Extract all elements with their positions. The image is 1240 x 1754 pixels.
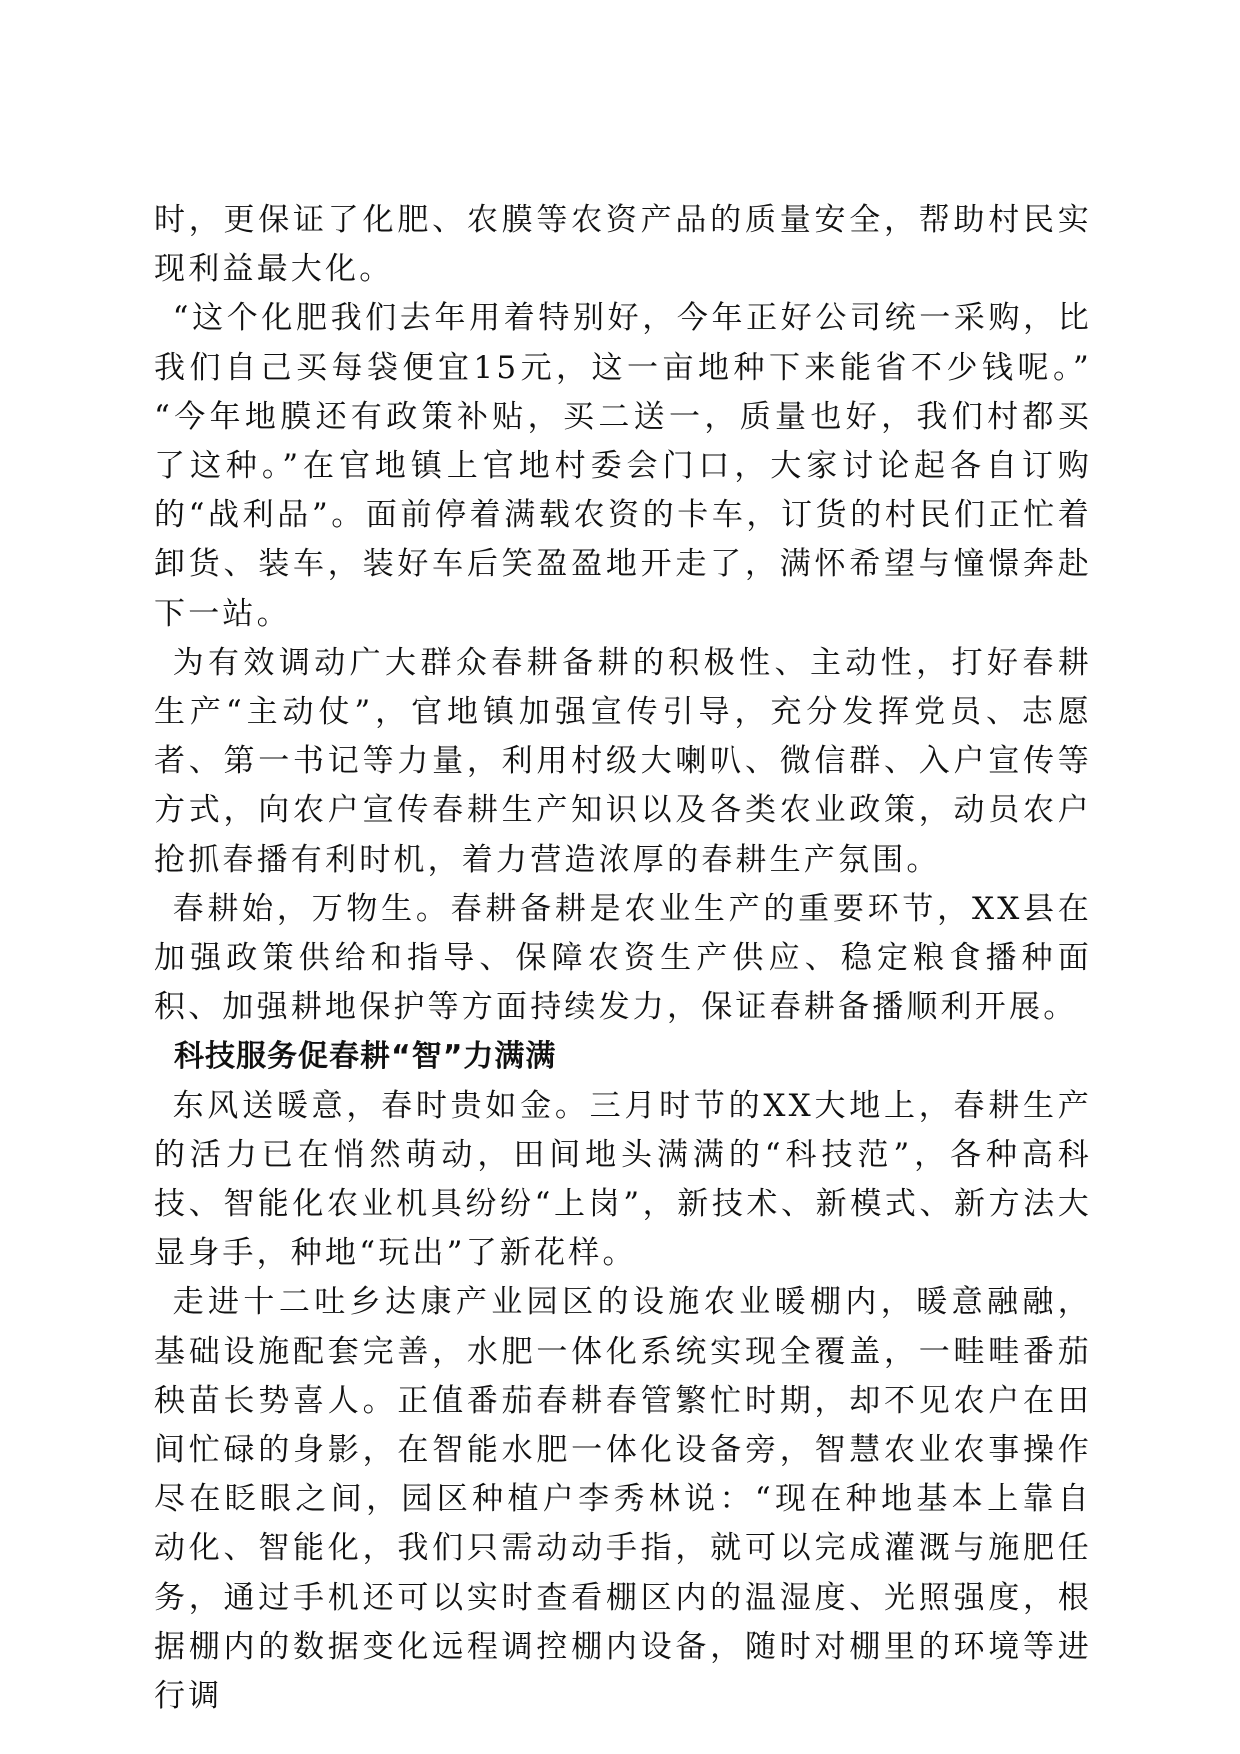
paragraph-quotes: “这个化肥我们去年用着特别好，今年正好公司统一采购，比我们自己买每袋便宜15元，这一亩地种下来能省不少钱呢。” “今年地膜还有政策补贴，买二送一，质量也好，我们村都买了这种。”在官地镇上官地村委会门口，大家讨论起各自订购的“战利品”。面前停着满载农资的卡车，订货的村民们正忙着卸货、装车，装好车后笑盈盈地开走了，满怀希望与憧憬奔赴下一站。: [154, 300, 1092, 632]
paragraph-publicity: 为有效调动广大群众春耕备耕的积极性、主动性，打好春耕生产“主动仗”，官地镇加强宣传引导，充分发挥党员、志愿者、第一书记等力量，利用村级大喇叭、微信群、入户宣传等方式，向农户宣传春耕生产知识以及各类农业政策，动员农户抢抓春播有利时机，着力营造浓厚的春耕生产氛围。: [154, 644, 1092, 878]
section-heading: 科技服务促春耕“智”力满满: [174, 1039, 557, 1075]
paragraph-summary: 春耕始，万物生。春耕备耕是农业生产的重要环节，XX县在加强政策供给和指导、保障农资生产供应、稳定粮食播种面积、加强耕地保护等方面持续发力，保证春耕备播顺利开展。: [154, 890, 1092, 1026]
document-body: [154, 196, 1092, 1721]
paragraph-continued: 时，更保证了化肥、农膜等农资产品的质量安全，帮助村民实现利益最大化。: [154, 202, 1092, 288]
paragraph-greenhouse: 走进十二吐乡达康产业园区的设施农业暖棚内，暖意融融，基础设施配套完善，水肥一体化系统实现全覆盖，一畦畦番茄秧苗长势喜人。正值番茄春耕春管繁忙时期，却不见农户在田间忙碌的身影，在智能水肥一体化设备旁，智慧农业农事操作尽在眨眼之间，园区种植户李秀林说：“现在种地基本上靠自动化、智能化，我们只需动动手指，就可以完成灌溉与施肥任务，通过手机还可以实时查看棚区内的温湿度、光照强度，根据棚内的数据变化远程调控棚内设备，随时对棚里的环境等进行调: [154, 1284, 1092, 1715]
paragraph-spring-intro: 东风送暖意，春时贵如金。三月时节的XX大地上，春耕生产的活力已在悄然萌动，田间地头满满的“科技范”，各种高科技、智能化农业机具纷纷“上岗”，新技术、新模式、新方法大显身手，种地“玩出”了新花样。: [154, 1087, 1092, 1272]
